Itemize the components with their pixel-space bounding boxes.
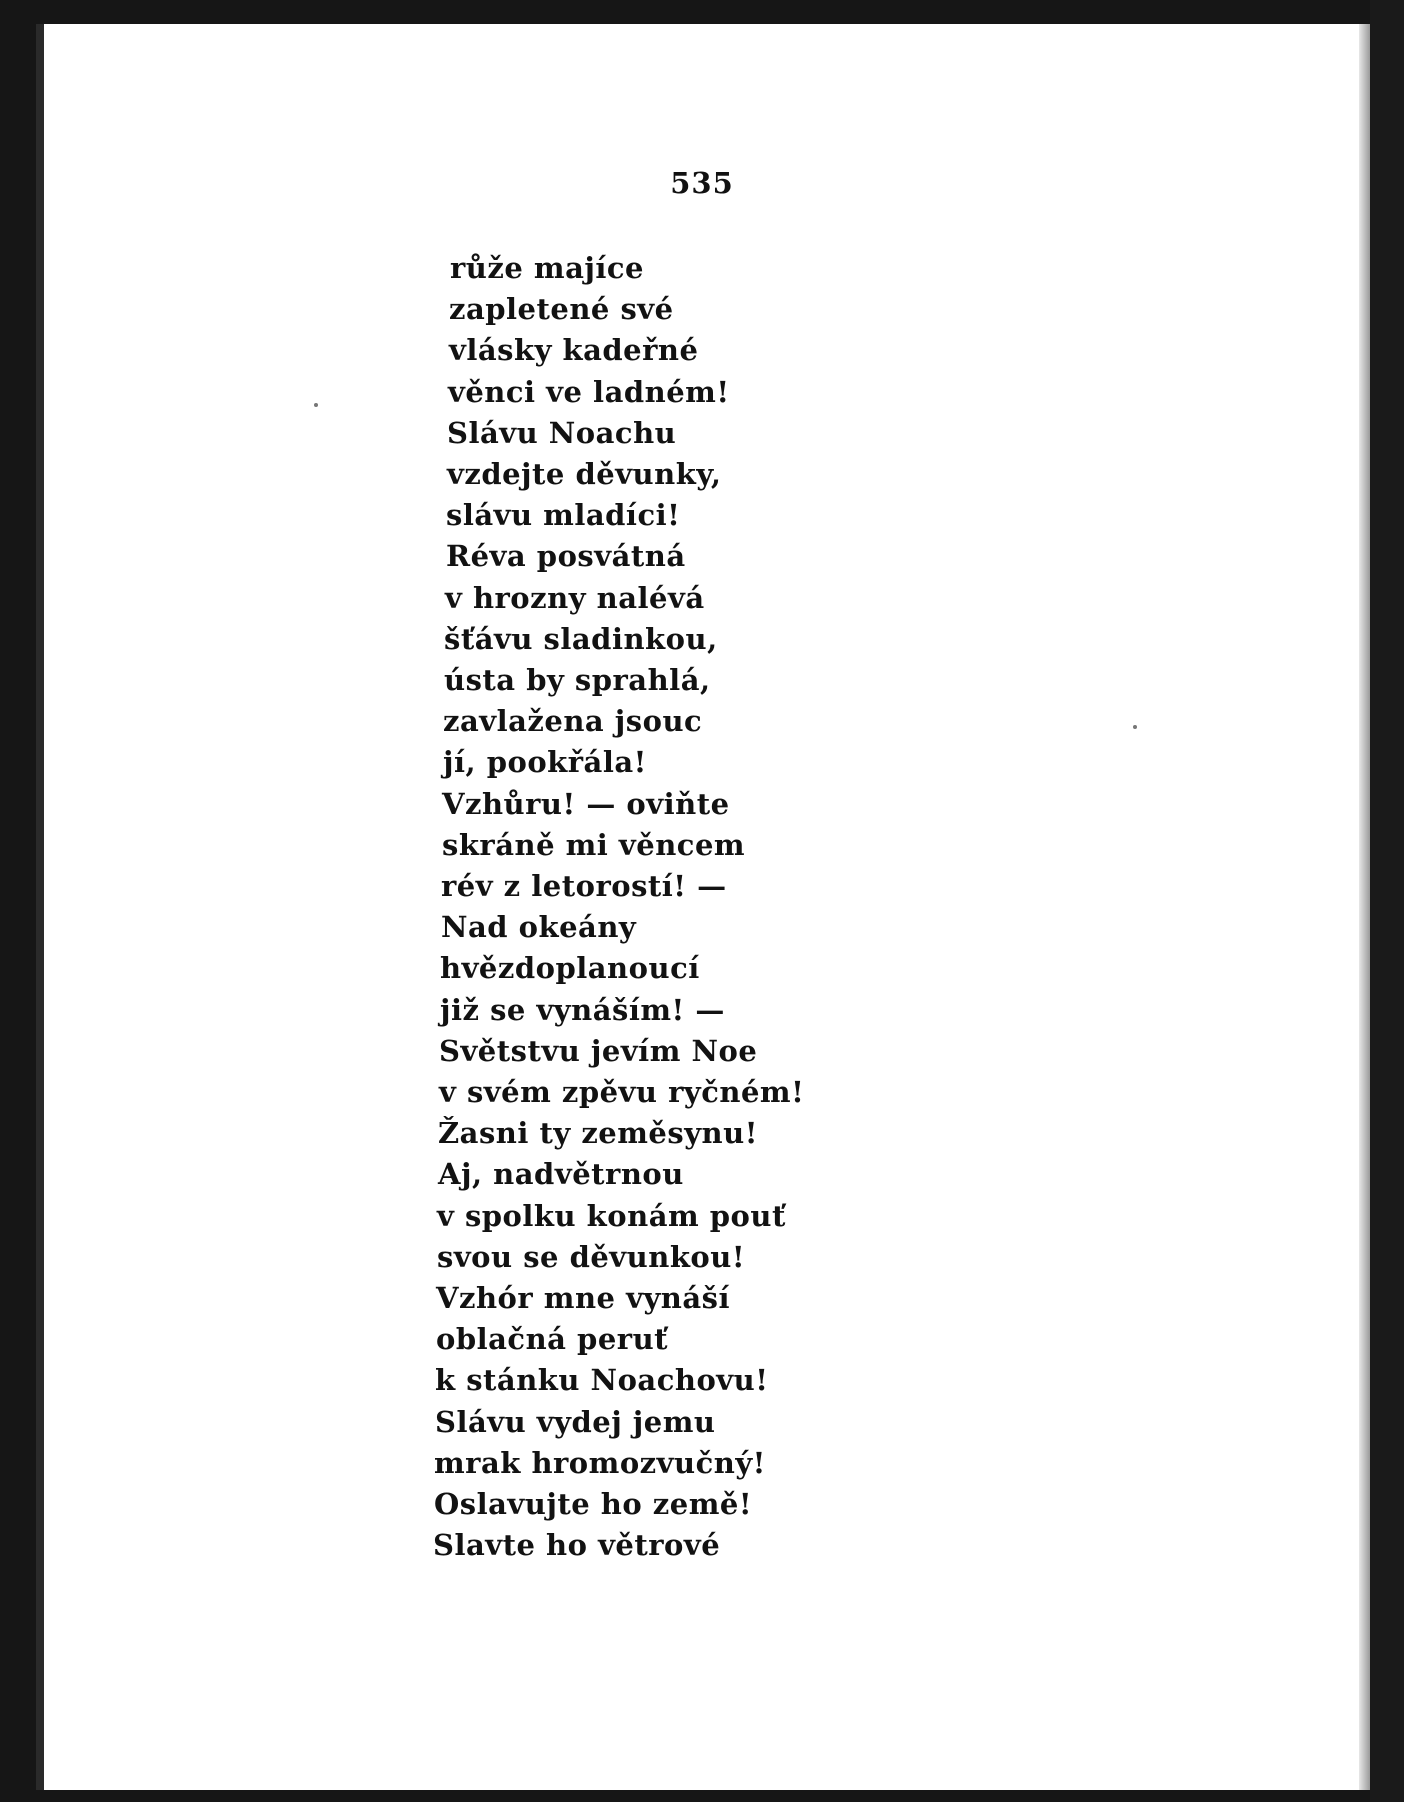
poem-line: Slávu vydej jemu	[435, 1404, 716, 1439]
poem-line: ústa by sprahlá,	[444, 663, 711, 698]
poem-line: již se vynáším! —	[440, 992, 725, 1027]
page-right-edge	[1359, 24, 1370, 1790]
page-left-edge	[36, 24, 44, 1790]
poem-line: Slávu Noachu	[447, 415, 677, 450]
poem-line: hvězdoplanoucí	[440, 951, 700, 986]
scan-speck	[314, 403, 318, 407]
poem-line: v svém zpěvu ryčném!	[439, 1075, 805, 1110]
poem-line: Oslavujte ho země!	[434, 1487, 753, 1522]
poem-line: Vzhór mne vynáší	[436, 1281, 731, 1316]
poem-line: vlásky kadeřné	[449, 333, 699, 368]
poem-line: rév z letorostí! —	[441, 869, 727, 904]
page-number: 535	[670, 166, 734, 200]
poem-line: Světstvu jevím Noe	[439, 1033, 758, 1068]
poem-line: svou se děvunkou!	[437, 1239, 746, 1274]
poem-line: v hrozny nalévá	[445, 580, 705, 615]
poem-line: věnci ve ladném!	[448, 374, 730, 409]
poem-line: Slavte ho větrové	[433, 1528, 721, 1563]
poem-line: Réva posvátná	[446, 539, 686, 574]
poem-line: šťávu sladinkou,	[444, 621, 718, 656]
poem-line: v spolku konám pouť	[437, 1198, 786, 1233]
poem-line: skráně mi věncem	[442, 827, 746, 862]
poem-line: vzdejte děvunky,	[447, 457, 722, 492]
poem-line: Vzhůru! — oviňte	[442, 786, 730, 821]
poem-line: zavlažena jsouc	[443, 704, 703, 739]
poem-line: růže majíce	[450, 251, 644, 285]
poem-line: oblačná peruť	[436, 1322, 669, 1357]
poem-line: slávu mladíci!	[446, 498, 681, 533]
poem-text	[432, 248, 804, 1567]
poem-line: jí, pookřála!	[443, 745, 647, 780]
poem-line: zapletené své	[449, 292, 674, 327]
poem-line: mrak hromozvučný!	[434, 1445, 766, 1480]
scan-right-border	[1370, 0, 1404, 1802]
poem-line: Aj, nadvětrnou	[438, 1157, 684, 1192]
poem-line: k stánku Noachovu!	[435, 1363, 769, 1398]
scan-speck	[1133, 725, 1137, 729]
poem-line: Žasni ty zeměsynu!	[438, 1116, 758, 1151]
poem-line: Nad okeány	[441, 910, 637, 945]
